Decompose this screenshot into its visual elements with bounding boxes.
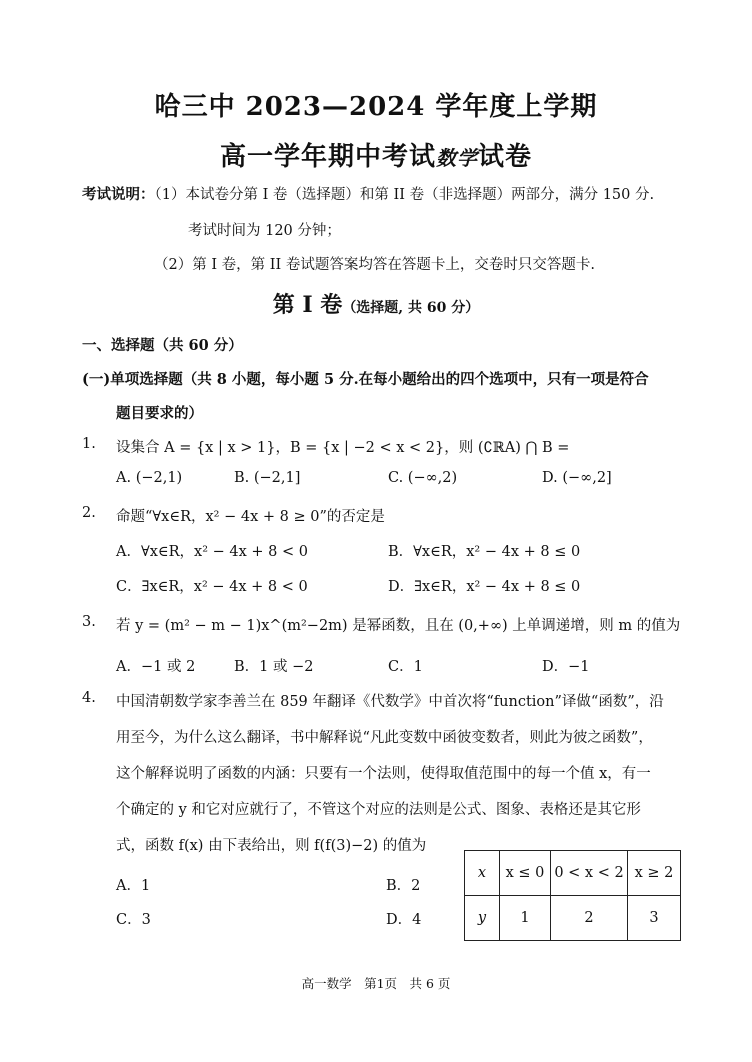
title-text-a: 高一学年期中考试 — [219, 142, 436, 172]
q2-option-c: C．∃x∈R，x² − 4x + 8 < 0 — [116, 579, 308, 595]
table-cell: 1 — [500, 896, 551, 941]
q1-option-b: B. (−2,1] — [234, 470, 301, 486]
q3-stem: 若 y = (m² − m − 1)x^(m²−2m) 是幂函数，且在 (0,+∞) 上单调递增，则 m 的值为 — [116, 618, 681, 634]
instructions-line1 — [82, 183, 654, 204]
q4-option-a: A．1 — [116, 878, 151, 894]
table-cell: y — [465, 896, 500, 941]
q3-option-d: D．−1 — [542, 659, 590, 675]
part1-subheading-cont: 题目要求的） — [116, 405, 203, 422]
instructions-label: 考试说明： — [82, 186, 155, 203]
section-title-main: 第 I 卷 — [272, 292, 343, 318]
section-title — [0, 288, 752, 319]
part1-subheading: (一)单项选择题（共 8 小题，每小题 5 分.在每小题给出的四个选项中，只有一项是符合 — [82, 371, 649, 388]
q3-number: 3. — [82, 614, 96, 630]
table-cell: 3 — [628, 896, 681, 941]
q3-option-a: A．−1 或 2 — [116, 659, 196, 675]
title-text-b: 试卷 — [478, 142, 533, 172]
q3-option-b: B．1 或 −2 — [234, 659, 314, 675]
section-subtitle: （选择题, 共 60 分） — [342, 300, 480, 316]
q2-option-a: A．∀x∈R，x² − 4x + 8 < 0 — [116, 544, 308, 560]
q4-line1: 中国清朝数学家李善兰在 859 年翻译《代数学》中首次将“function”译做“函数”，沿 — [116, 694, 664, 710]
table-cell: x ≤ 0 — [500, 851, 551, 896]
q1-number: 1. — [82, 436, 96, 452]
table-cell: x ≥ 2 — [628, 851, 681, 896]
table-cell: 2 — [551, 896, 628, 941]
exam-title-line1: 哈三中 2023—2024 学年度上学期 — [154, 92, 598, 122]
table-row — [465, 896, 681, 941]
q4-function-table — [464, 850, 681, 941]
q4-option-b: B．2 — [386, 878, 421, 894]
q4-option-c: C．3 — [116, 912, 151, 928]
q1-option-a: A. (−2,1) — [116, 470, 183, 486]
q1-option-d: D. (−∞,2] — [542, 470, 612, 486]
q1-option-c: C. (−∞,2) — [388, 470, 458, 486]
part1-heading: 一、选择题（共 60 分） — [82, 337, 243, 354]
exam-title-line2 — [0, 136, 752, 173]
q4-line2: 用至今，为什么这么翻译，书中解释说“凡此变数中函彼变数者，则此为彼之函数”， — [116, 730, 653, 746]
instructions-item2: （2）第 I 卷，第 II 卷试题答案均答在答题卡上，交卷时只交答题卡. — [154, 257, 595, 273]
table-cell: x — [465, 851, 500, 896]
q2-option-b: B．∀x∈R，x² − 4x + 8 ≤ 0 — [388, 544, 581, 560]
q4-number: 4. — [82, 690, 96, 706]
table-cell: 0 < x < 2 — [551, 851, 628, 896]
q2-stem: 命题“∀x∈R，x² − 4x + 8 ≥ 0”的否定是 — [116, 509, 385, 525]
q4-option-d: D．4 — [386, 912, 422, 928]
instructions-item1: （1）本试卷分第 I 卷（选择题）和第 II 卷（非选择题）两部分，满分 150 分. — [154, 187, 655, 203]
q3-option-c: C．1 — [388, 659, 423, 675]
q2-option-d: D．∃x∈R，x² − 4x + 8 ≤ 0 — [388, 579, 581, 595]
page-footer: 高一数学 第1页 共 6 页 — [301, 976, 451, 991]
q2-number: 2. — [82, 505, 96, 521]
instructions-item1-cont: 考试时间为 120 分钟； — [188, 223, 341, 239]
q4-line3: 这个解释说明了函数的内涵：只要有一个法则，使得取值范围中的每一个值 x，有一 — [116, 766, 651, 782]
q4-line5: 式，函数 f(x) 由下表给出，则 f(f(3)−2) 的值为 — [116, 838, 427, 854]
q4-line4: 个确定的 y 和它对应就行了，不管这个对应的法则是公式、图象、表格还是其它形 — [116, 802, 641, 818]
title-handwritten-subject: 数学 — [436, 146, 478, 170]
table-row — [465, 851, 681, 896]
q1-stem: 设集合 A = {x | x > 1}，B = {x | −2 < x < 2}，则 (∁ℝA) ⋂ B = — [116, 440, 570, 456]
